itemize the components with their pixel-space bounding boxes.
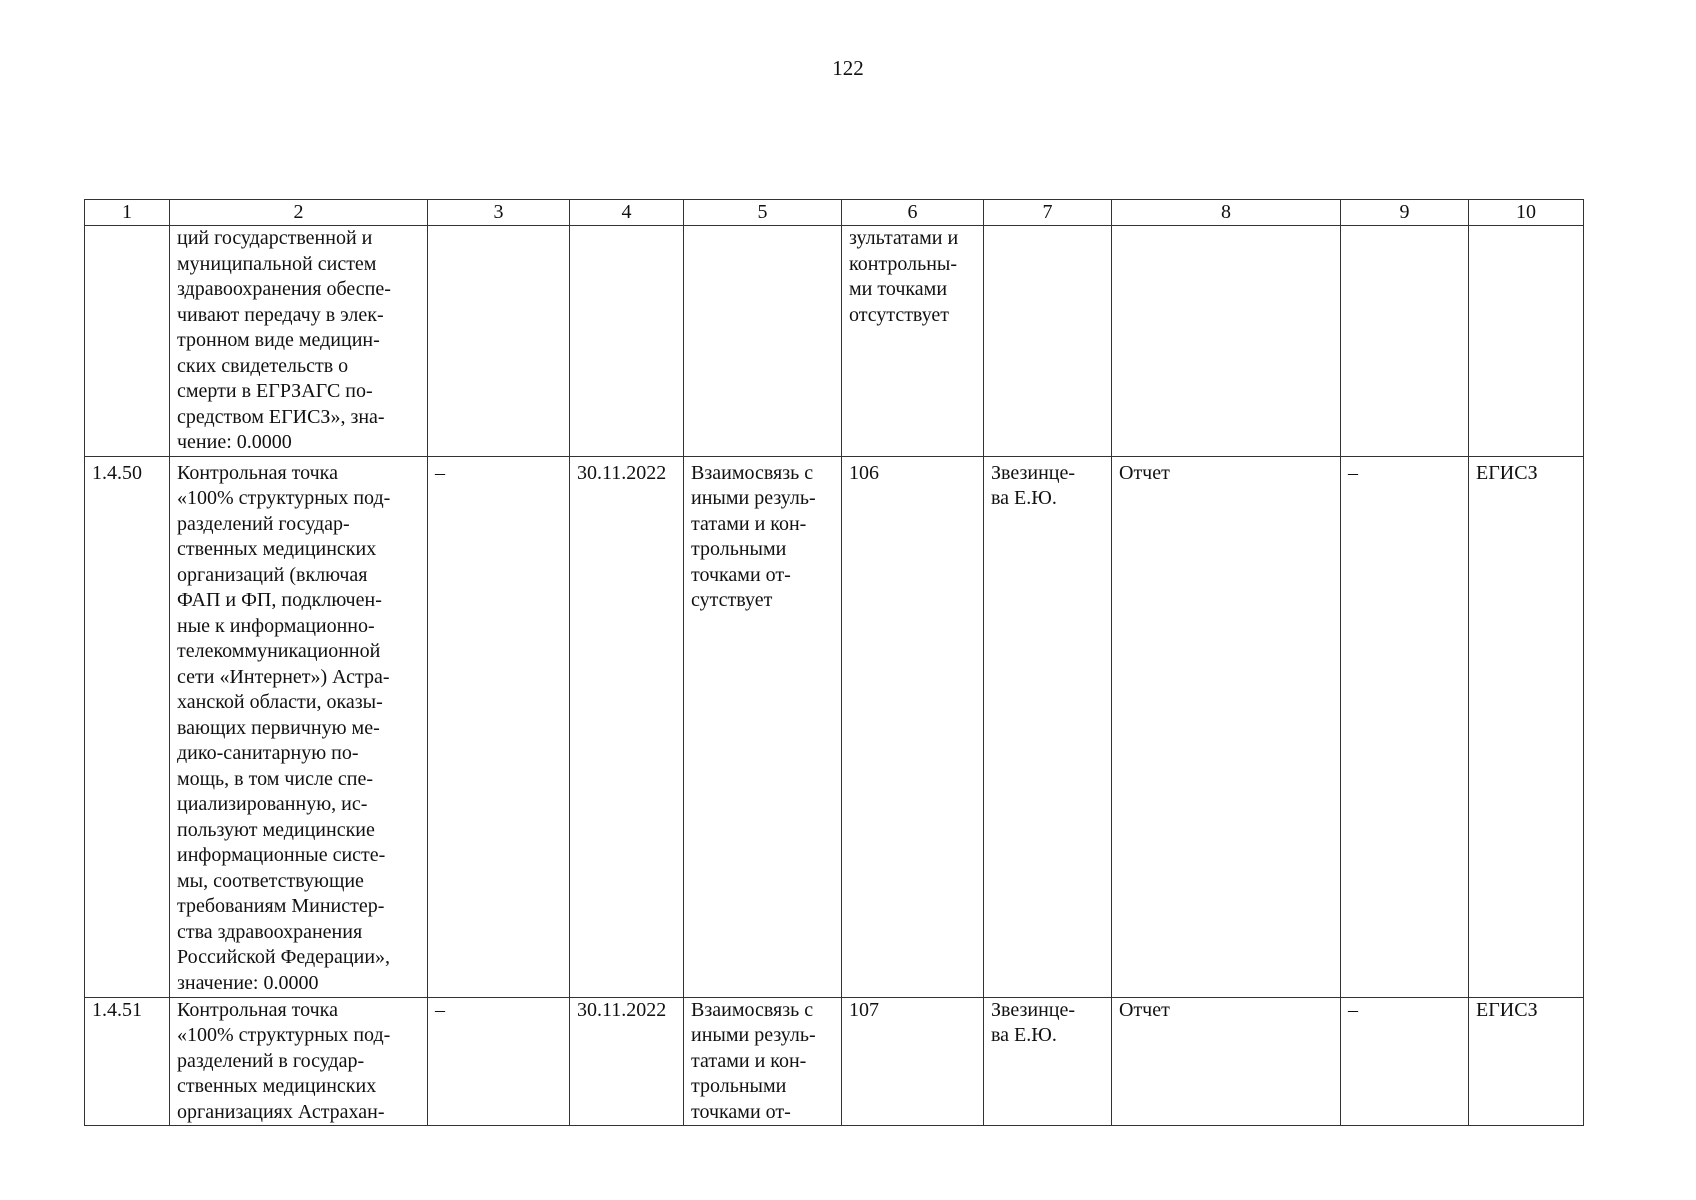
column-header-4: 4 — [570, 200, 684, 226]
row-col6: 106 — [842, 456, 984, 997]
row-relation — [684, 226, 842, 457]
column-header-3: 3 — [428, 200, 570, 226]
header-row — [85, 200, 1584, 226]
row-col9: – — [1341, 997, 1469, 1126]
column-header-2: 2 — [170, 200, 428, 226]
row-date: 30.11.2022 — [570, 997, 684, 1126]
row-relation: Взаимосвязь с иными резуль- татами и кон- трольными точками от- сутствует — [684, 456, 842, 997]
column-header-9: 9 — [1341, 200, 1469, 226]
column-header-1: 1 — [85, 200, 170, 226]
row-doc-type — [1112, 226, 1341, 457]
table-row — [85, 456, 1584, 997]
row-description: ций государственной и муниципальной систем здравоохранения обеспе- чивают передачу в элек- тронном виде медицин- ских свидетельств о смерти в ЕГРЗАГС по- средством ЕГИСЗ», зна- чение: 0.0000 — [170, 226, 428, 457]
row-number — [85, 226, 170, 457]
row-number: 1.4.51 — [85, 997, 170, 1126]
row-col6: зультатами и контрольны- ми точками отсутствует — [842, 226, 984, 457]
row-responsible — [984, 226, 1112, 457]
row-description: Контрольная точка «100% структурных под- разделений государ- ственных медицинских организаций (включая ФАП и ФП, подключен- ные к информационно- телекоммуникационной сети «Интернет») Астра- ханской области, оказы- вающих первичную ме- дико-санитарную по- мощь, в том числе спе- циализированную, ис- пользуют медицинские информационные систе- мы, соответствующие требованиям Министер- ства здравоохранения Российской Федерации», значение: 0.0000 — [170, 456, 428, 997]
column-header-6: 6 — [842, 200, 984, 226]
row-col3 — [428, 226, 570, 457]
row-system: ЕГИСЗ — [1469, 456, 1584, 997]
row-responsible: Звезинце- ва Е.Ю. — [984, 456, 1112, 997]
row-col6: 107 — [842, 997, 984, 1126]
row-relation: Взаимосвязь с иными резуль- татами и кон- трольными точками от- — [684, 997, 842, 1126]
column-header-7: 7 — [984, 200, 1112, 226]
plan-table — [84, 199, 1584, 1126]
column-header-10: 10 — [1469, 200, 1584, 226]
row-col3: – — [428, 456, 570, 997]
page-number: 122 — [832, 56, 864, 80]
row-col3: – — [428, 997, 570, 1126]
row-system: ЕГИСЗ — [1469, 997, 1584, 1126]
table-row — [85, 997, 1584, 1126]
row-system — [1469, 226, 1584, 457]
row-col9: – — [1341, 456, 1469, 997]
column-header-5: 5 — [684, 200, 842, 226]
column-header-8: 8 — [1112, 200, 1341, 226]
row-date — [570, 226, 684, 457]
row-date: 30.11.2022 — [570, 456, 684, 997]
row-number: 1.4.50 — [85, 456, 170, 997]
row-col9 — [1341, 226, 1469, 457]
row-responsible: Звезинце- ва Е.Ю. — [984, 997, 1112, 1126]
row-doc-type: Отчет — [1112, 456, 1341, 997]
table-row — [85, 226, 1584, 457]
row-doc-type: Отчет — [1112, 997, 1341, 1126]
row-description: Контрольная точка «100% структурных под- разделений в государ- ственных медицинских организациях Астрахан- — [170, 997, 428, 1126]
